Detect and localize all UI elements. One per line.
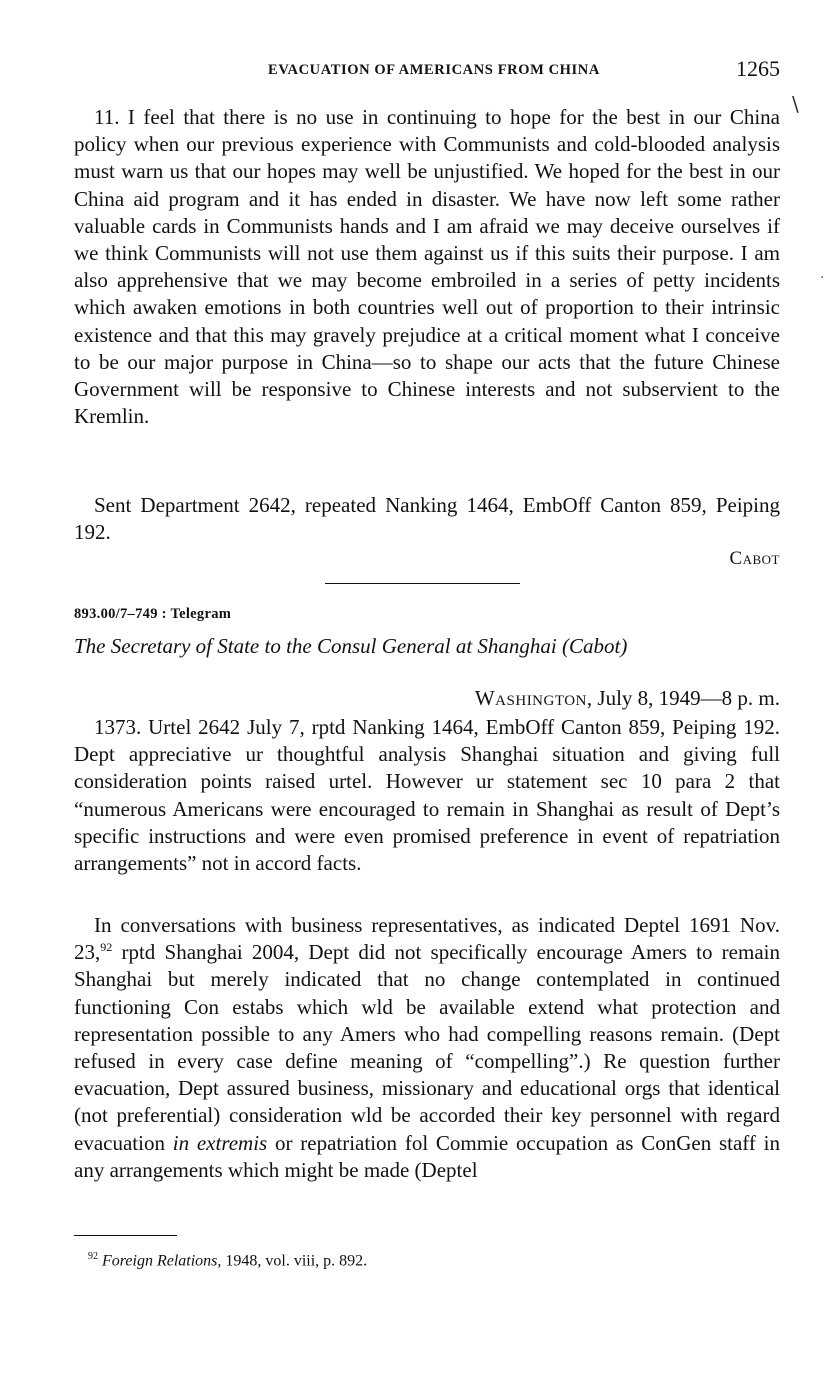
running-head <box>74 58 780 88</box>
signature: Cabot <box>729 548 780 569</box>
conversations-text-end: or repatriation fol Commie occupation as ConGen staff in any arrangements which might be made (Deptel <box>74 1130 781 1182</box>
footnote-reference: 92 <box>100 940 113 955</box>
conversations-text-middle: rptd Shanghai 2004, Dept did not specifically encourage Amers to remain Shanghai but merely indicated that no change contemplated in continued functioning Con estabs which wld be available extend what protection and representation possible to any Amers who had compelling reasons remain. (Dept refused in every case define meaning of “compelling”.) Re question further evacuation, Dept assured business, missionary and educational orgs that identical (not preferential) consideration wld be accorded their key personnel with regard evacuation <box>74 940 780 1155</box>
dateline-place: Washington <box>474 686 587 710</box>
paragraph-conversations-block <box>74 912 780 1184</box>
paragraph-1373: 1373. Urtel 2642 July 7, rptd Nanking 1464, EmbOff Canton 859, Peiping 192. Dept appreciative ur thoughtful analysis Shanghai situation and giving full consideration points raised urtel. However ur statement sec 10 para 2 that “numerous Americans were encouraged to remain in Shanghai as result of Dept’s specific instructions and were even promised preference in event of repatriation arrangements” not in accord facts. <box>74 715 780 876</box>
paragraph-11: 11. I feel that there is no use in continuing to hope for the best in our China policy when our previous experience with Communists and cold-blooded analysis must warn us that our hopes may well be unjustified. We hoped for the best in our China aid program and it has ended in disaster. We have now left some rather valuable cards in Communists hands and I am afraid we may deceive ourselves if we think Communists will not use them against us if this suits their purpose. I am also apprehensive that we may become embroiled in a series of petty incidents which awaken emotions in both countries well out of proportion to their intrinsic existence and that this may gravely prejudice at a critical moment what I conceive to be our major purpose in China—so to shape our acts that the future Chinese Government will be responsive to Chinese interests and not subservient to the Kremlin. <box>74 105 780 429</box>
footnote-citation: , 1948, vol. viii, p. 892. <box>217 1252 368 1270</box>
paragraph-conversations <box>74 912 780 1184</box>
sent-line-block <box>74 492 780 546</box>
file-reference: 893.00/7–749 : Telegram <box>74 606 232 622</box>
footnote-source: Foreign Relations <box>102 1252 218 1270</box>
document-title: The Secretary of State to the Consul General at Shanghai (Cabot) <box>74 634 628 658</box>
footnote <box>88 1251 367 1270</box>
page-number: 1265 <box>736 56 780 81</box>
margin-mark: \ <box>792 92 799 116</box>
running-title: EVACUATION OF AMERICANS FROM CHINA <box>268 62 600 78</box>
dateline <box>475 686 780 711</box>
footnote-divider <box>74 1235 177 1236</box>
conversations-text-start: In conversations with business representatives, as indicated Deptel 1691 Nov. 23, <box>74 913 780 965</box>
dateline-date: , July 8, 1949—8 p. m. <box>586 686 780 710</box>
sent-line: Sent Department 2642, repeated Nanking 1464, EmbOff Canton 859, Peiping 192. <box>74 493 780 545</box>
section-divider <box>325 583 520 584</box>
paragraph-11-block <box>74 104 780 430</box>
italic-phrase: in extremis <box>172 1130 268 1155</box>
footnote-mark: 92 <box>88 1251 98 1262</box>
paragraph-1373-block <box>74 714 780 877</box>
margin-dot: · <box>820 270 825 286</box>
